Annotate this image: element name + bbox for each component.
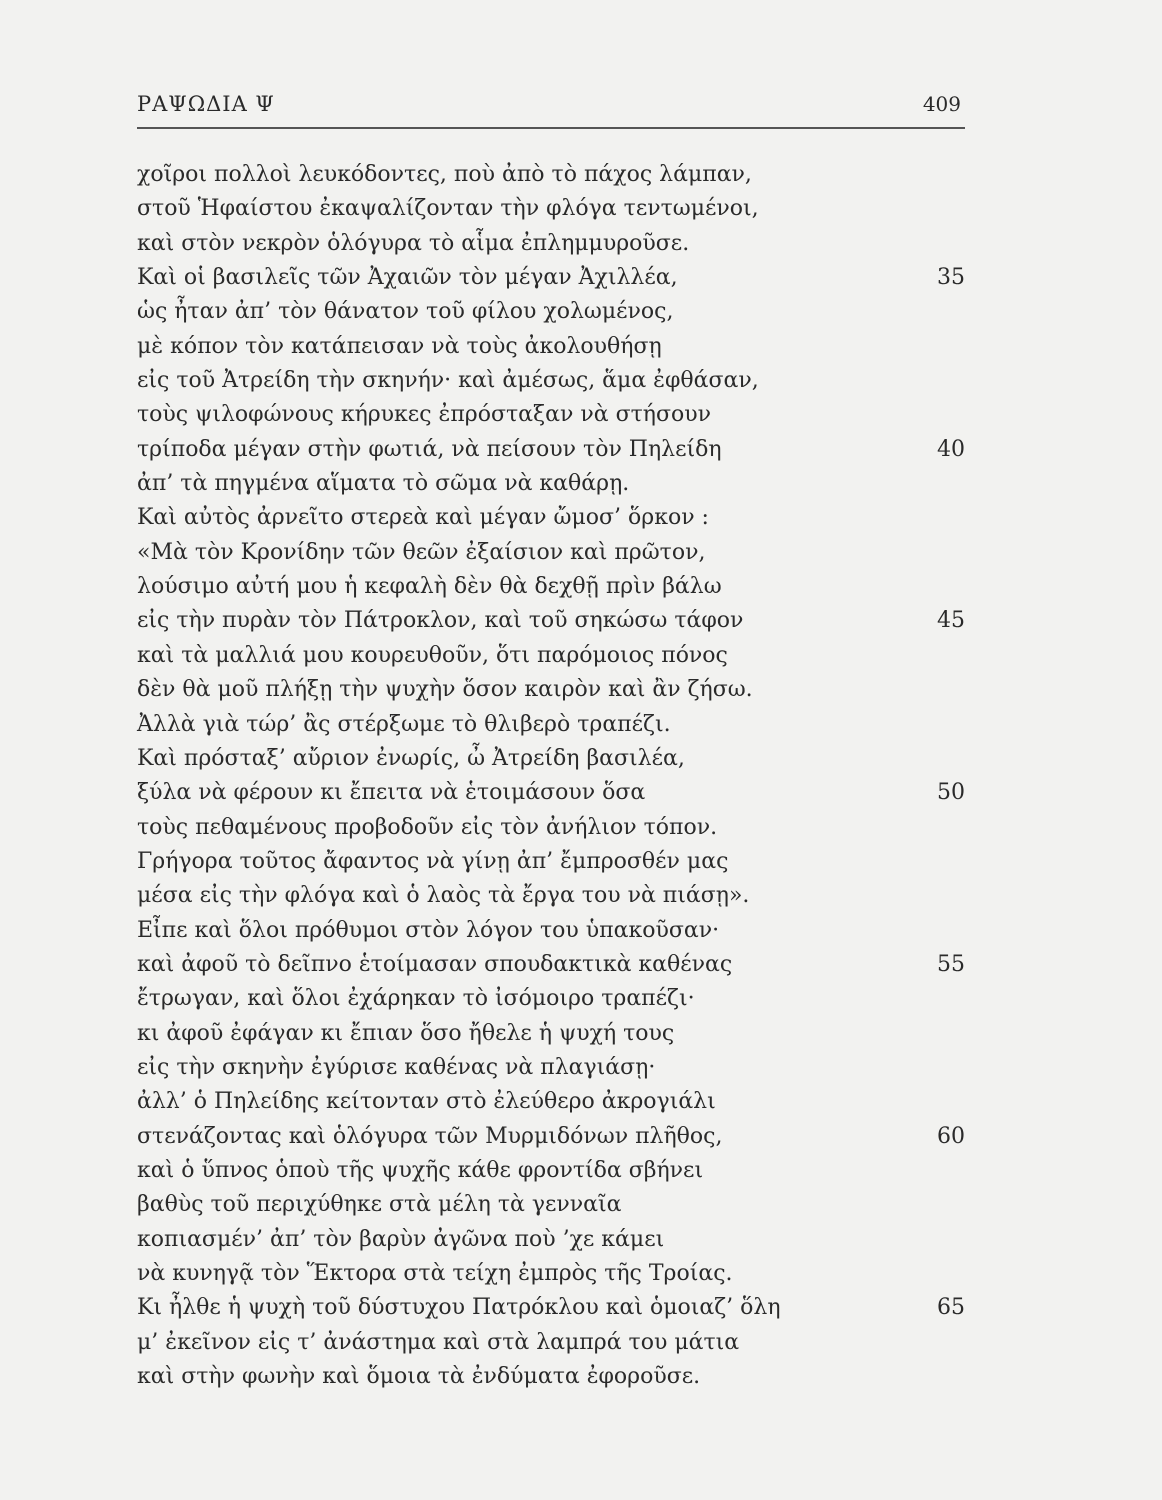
page-header [137, 92, 965, 126]
line-number: 45 [937, 608, 965, 634]
verse-text: μὲ κόπον τὸν κατάπεισαν νὰ τοὺς ἀκολουθήσῃ [137, 333, 662, 359]
verse-text: «Μὰ τὸν Κρονίδην τῶν θεῶν ἐξαίσιον καὶ πρῶτον, [137, 539, 706, 565]
verse-text: τοὺς πεθαμένους προβοδοῦν εἰς τὸν ἀνήλιον τόπον. [137, 814, 718, 840]
verse-text: στενάζοντας καὶ ὁλόγυρα τῶν Μυρμιδόνων πλῆθος, [137, 1123, 723, 1149]
line-number: 55 [937, 951, 965, 977]
verse-text: καὶ τὰ μαλλιά μου κουρευθοῦν, ὅτι παρόμοιος πόνος [137, 642, 728, 668]
verse-text: μ’ ἐκεῖνον εἰς τ’ ἀνάστημα καὶ στὰ λαμπρά του μάτια [137, 1329, 740, 1355]
verse-text: ἀπ’ τὰ πηγμένα αἵματα τὸ σῶμα νὰ καθάρῃ. [137, 471, 630, 497]
verse-text: ἀλλ’ ὁ Πηλείδης κείτονταν στὸ ἐλεύθερο ἀκρογιάλι [137, 1089, 716, 1115]
verse-line [137, 1364, 965, 1406]
verse-list [137, 162, 965, 1406]
page-number: 409 [922, 92, 961, 116]
verse-text: χοῖροι πολλοὶ λευκόδοντες, ποὺ ἀπὸ τὸ πάχος λάμπαν, [137, 162, 752, 187]
verse-text: εἰς τὴν πυρὰν τὸν Πάτροκλον, καὶ τοῦ σηκώσω τάφον [137, 608, 744, 634]
verse-text: βαθὺς τοῦ περιχύθηκε στὰ μέλη τὰ γενναῖα [137, 1192, 622, 1218]
verse-text: δὲν θὰ μοῦ πλήξῃ τὴν ψυχὴν ὅσον καιρὸν καὶ ἂν ζήσω. [137, 677, 753, 703]
verse-text: ξύλα νὰ φέρουν κι ἔπειτα νὰ ἑτοιμάσουν ὅσα [137, 780, 646, 806]
verse-text: καὶ στὴν φωνὴν καὶ ὅμοια τὰ ἐνδύματα ἐφοροῦσε. [137, 1364, 701, 1390]
header-rule [137, 127, 965, 129]
verse-text: Καὶ πρόσταξ’ αὔριον ἐνωρίς, ὦ Ἀτρείδη βασιλέα, [137, 745, 685, 771]
running-head: ΡΑΨΩΔΙΑ Ψ [137, 92, 275, 116]
line-number: 65 [937, 1295, 965, 1321]
verse-text: κοπιασμέν’ ἀπ’ τὸν βαρὺν ἀγῶνα ποὺ ’χε κάμει [137, 1226, 665, 1252]
verse-text: εἰς τοῦ Ἀτρείδη τὴν σκηνήν· καὶ ἀμέσως, ἅμα ἐφθάσαν, [137, 368, 759, 394]
verse-text: καὶ ὁ ὕπνος ὁποὺ τῆς ψυχῆς κάθε φροντίδα σβήνει [137, 1157, 704, 1183]
verse-text: στοῦ Ἡφαίστου ἐκαψαλίζονταν τὴν φλόγα τεντωμένοι, [137, 196, 759, 222]
verse-text: Ἀλλὰ γιὰ τώρ’ ἂς στέρξωμε τὸ θλιβερὸ τραπέζι. [137, 711, 671, 737]
verse-text: τρίποδα μέγαν στὴν φωτιά, νὰ πείσουν τὸν Πηλείδη [137, 436, 722, 462]
verse-text: καὶ στὸν νεκρὸν ὁλόγυρα τὸ αἷμα ἐπλημμυροῦσε. [137, 230, 690, 256]
verse-text: νὰ κυνηγᾷ τὸν Ἕκτορα στὰ τείχη ἐμπρὸς τῆς Τροίας. [137, 1261, 733, 1286]
verse-text: Κι ἦλθε ἡ ψυχὴ τοῦ δύστυχου Πατρόκλου καὶ ὁμοιαζ’ ὅλη [137, 1295, 781, 1321]
verse-text: κι ἀφοῦ ἐφάγαν κι ἔπιαν ὅσο ἤθελε ἡ ψυχή τους [137, 1020, 675, 1046]
verse-text: Γρήγορα τοῦτος ἄφαντος νὰ γίνῃ ἀπ’ ἔμπροσθέν μας [137, 848, 729, 874]
verse-text: μέσα εἰς τὴν φλόγα καὶ ὁ λαὸς τὰ ἔργα του νὰ πιάσῃ». [137, 883, 750, 909]
line-number: 60 [937, 1123, 965, 1149]
verse-text: ὡς ἦταν ἀπ’ τὸν θάνατον τοῦ φίλου χολωμένος, [137, 299, 674, 325]
verse-text: καὶ ἀφοῦ τὸ δεῖπνο ἑτοίμασαν σπουδακτικὰ καθένας [137, 951, 733, 977]
verse-text: εἰς τὴν σκηνὴν ἐγύρισε καθένας νὰ πλαγιάσῃ· [137, 1054, 656, 1080]
verse-text: Καὶ οἱ βασιλεῖς τῶν Ἀχαιῶν τὸν μέγαν Ἀχιλλέα, [137, 265, 678, 291]
verse-text: λούσιμο αὐτή μου ἡ κεφαλὴ δὲν θὰ δεχθῇ πρὶν βάλω [137, 574, 722, 600]
line-number: 50 [937, 780, 965, 806]
line-number: 40 [937, 436, 965, 462]
line-number: 35 [937, 265, 965, 291]
verse-text: τοὺς ψιλοφώνους κήρυκες ἐπρόσταξαν νὰ στήσουν [137, 402, 711, 428]
verse-text: Καὶ αὐτὸς ἀρνεῖτο στερεὰ καὶ μέγαν ὤμοσ’ ὅρκον : [137, 505, 709, 531]
verse-text: Εἶπε καὶ ὅλοι πρόθυμοι στὸν λόγον του ὑπακοῦσαν· [137, 917, 720, 943]
verse-text: ἔτρωγαν, καὶ ὅλοι ἐχάρηκαν τὸ ἰσόμοιρο τραπέζι· [137, 986, 695, 1012]
